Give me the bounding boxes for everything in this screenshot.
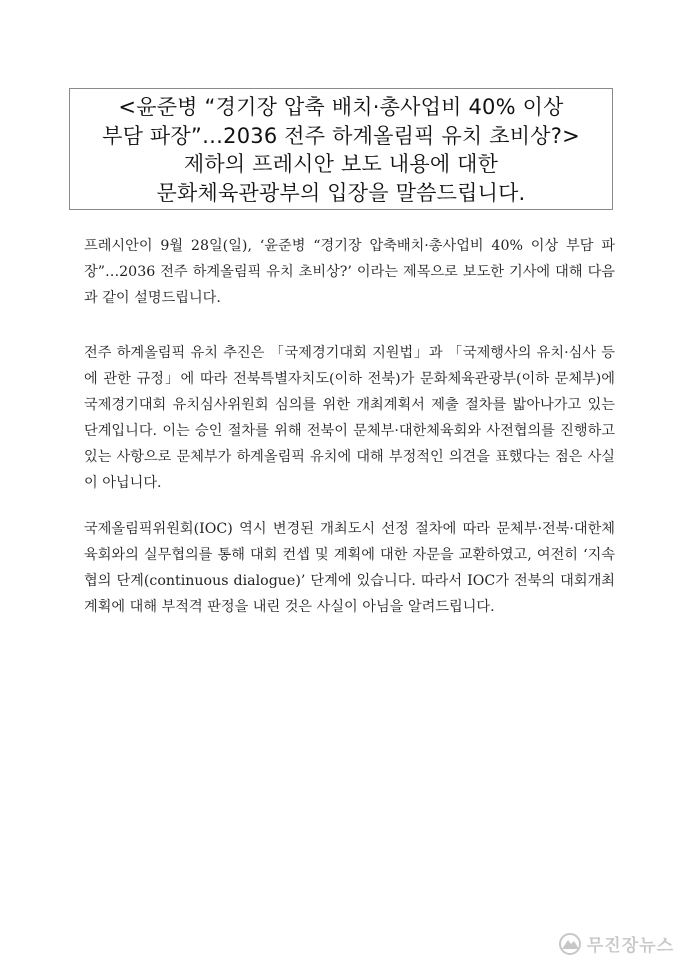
paragraph-3 (67, 516, 615, 620)
headline-box (69, 88, 613, 210)
headline-line-1: <윤준병 “경기장 압축 배치·총사업비 40% 이상 (118, 95, 564, 119)
paragraph-2 (67, 340, 615, 496)
mountain-logo-icon (557, 933, 583, 955)
paragraph-1 (67, 233, 615, 311)
paragraph-1-text: 프레시안이 9월 28일(일), ‘윤준병 “경기장 압축배치·총사업비 40% 이상 부담 파장”…2036 전주 하계올림픽 유치 초비상?’ 이라는 제목으로 보도한 기사에 대해 다음과 같이 설명드립니다. (84, 238, 615, 306)
paragraph-3-text: 국제올림픽위원회(IOC) 역시 변경된 개최도시 선정 절차에 따라 문체부·전북·대한체육회와의 실무협의를 통해 대회 컨셉 및 계획에 대한 자문을 교환하였고, 여전히 ‘지속협의 단계(continuous dialogue)’ 단계에 있습니다. 따라서 IOC가 전북의 대회개최계획에 대해 부적격 판정을 내린 것은 사실이 아님을 알려드립니다. (84, 521, 615, 615)
headline-line-3: 제하의 프레시안 보도 내용에 대한 (183, 152, 499, 176)
watermark (557, 931, 674, 956)
headline-line-4: 문화체육관광부의 입장을 말씀드립니다. (156, 180, 526, 205)
paragraph-2-text: 전주 하계올림픽 유치 추진은 「국제경기대회 지원법」과 「국제행사의 유치·심사 등에 관한 규정」에 따라 전북특별자치도(이하 전북)가 문화체육관광부(이하 문체부)에 국제경기대회 유치심사위원회 심의를 위한 개최계획서 제출 절차를 밟아나가고 있는 단계입니다. 이는 승인 절차를 위해 전북이 문체부·대한체육회와 사전협의를 진행하고 있는 사항으로 문체부가 하계올림픽 유치에 대해 부정적인 의견을 표했다는 점은 사실이 아닙니다. (84, 345, 615, 491)
watermark-text: 무진장뉴스 (586, 936, 674, 956)
headline-line-2: 부담 파장”…2036 전주 하계올림픽 유치 초비상?> (102, 123, 580, 148)
